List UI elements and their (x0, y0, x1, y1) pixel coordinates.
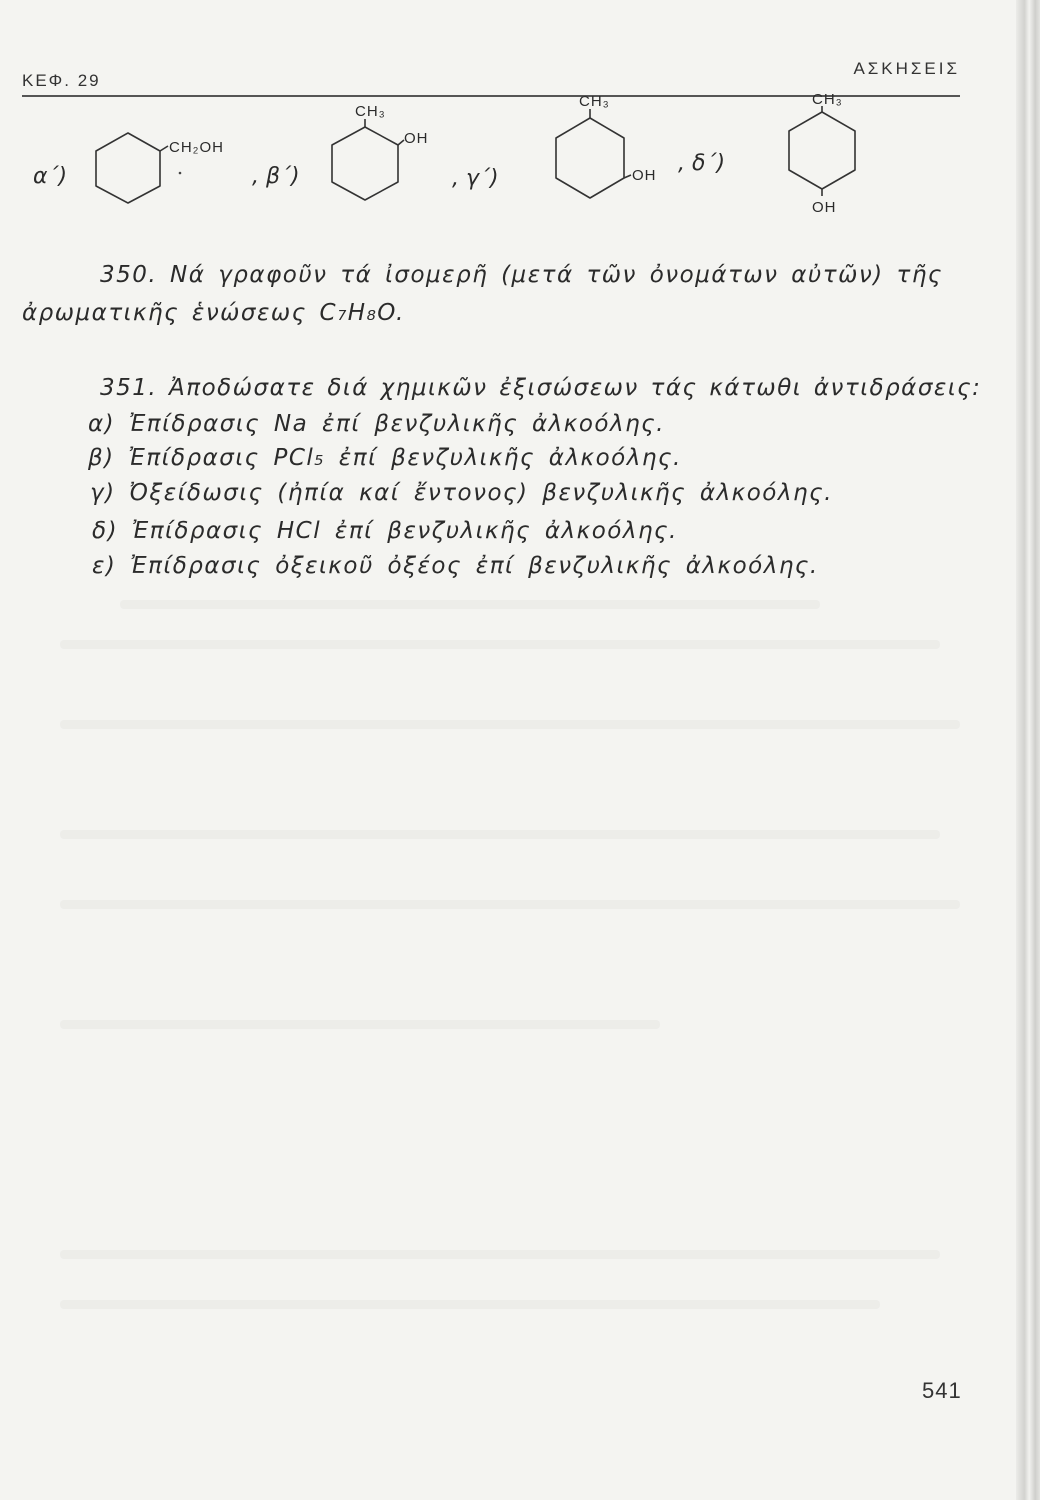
exercise-351-item-b: β) Ἐπίδρασις PCl₅ ἐπί βενζυλικῆς ἀλκοόλης. (88, 445, 682, 471)
bond-c-oh (624, 175, 631, 178)
bleed-through-mark (60, 1300, 880, 1309)
structure-label-c: , γ΄) (452, 166, 499, 191)
structure-label-d: , δ΄) (678, 151, 726, 176)
bleed-through-mark (60, 1250, 940, 1259)
exercise-351-intro: 351. Ἀποδώσατε διά χημικῶν ἐξισώσεων τάς κάτωθι ἀντιδράσεις: (100, 375, 982, 401)
cyclohexane-ring-a (96, 133, 160, 203)
substituent-d-oh: OH (812, 199, 837, 216)
page-edge (1016, 0, 1040, 1500)
substituent-d-ch3: CH₃ (812, 91, 843, 108)
substituent-c-oh: OH (632, 167, 657, 184)
section-title: ΑΣΚΗΣΕΙΣ (853, 59, 960, 78)
stray-dot (179, 172, 182, 175)
structure-label-a: α΄) (33, 164, 68, 189)
exercise-351-item-e: ε) Ἐπίδρασις ὀξεικοῦ ὀξέος ἐπί βενζυλικῆς ἀλκοόλης. (92, 553, 819, 579)
bleed-through-mark (60, 640, 940, 649)
bleed-through-mark (60, 900, 960, 909)
exercise-351-item-d: δ) Ἐπίδρασις HCl ἐπί βενζυλικῆς ἀλκοόλης. (92, 518, 678, 544)
cyclohexane-ring-d (789, 112, 855, 189)
cyclohexane-ring-c (556, 118, 624, 198)
bleed-through-mark (60, 1020, 660, 1029)
structure-label-b: , β΄) (252, 164, 300, 189)
substituent-c-ch3: CH₃ (579, 93, 610, 110)
exercise-351-item-c: γ) Ὀξείδωσις (ἠπία καί ἔντονος) βενζυλικῆς ἀλκοόλης. (90, 480, 833, 506)
bleed-through-mark (120, 600, 820, 609)
bond-a-ch2oh (160, 146, 168, 151)
exercise-351-item-a: α) Ἐπίδρασις Na ἐπί βενζυλικῆς ἀλκοόλης. (88, 411, 665, 437)
exercise-350-line-2: ἀρωματικῆς ἑνώσεως C₇H₈O. (22, 300, 405, 326)
bleed-through-mark (60, 720, 960, 729)
substituent-b-oh: OH (404, 130, 429, 147)
chapter-label: ΚΕΦ. 29 (22, 71, 101, 90)
substituent-b-ch3: CH₃ (355, 103, 386, 120)
page-number: 541 (922, 1378, 962, 1403)
substituent-a-ch2oh: CH₂OH (169, 139, 224, 156)
structural-formulas (0, 0, 1040, 240)
bleed-through-mark (60, 830, 940, 839)
cyclohexane-ring-b (332, 127, 398, 200)
exercise-350-line-1: 350. Νά γραφοῦν τά ἰσομερῆ (μετά τῶν ὀνομάτων αὐτῶν) τῆς (100, 262, 943, 288)
